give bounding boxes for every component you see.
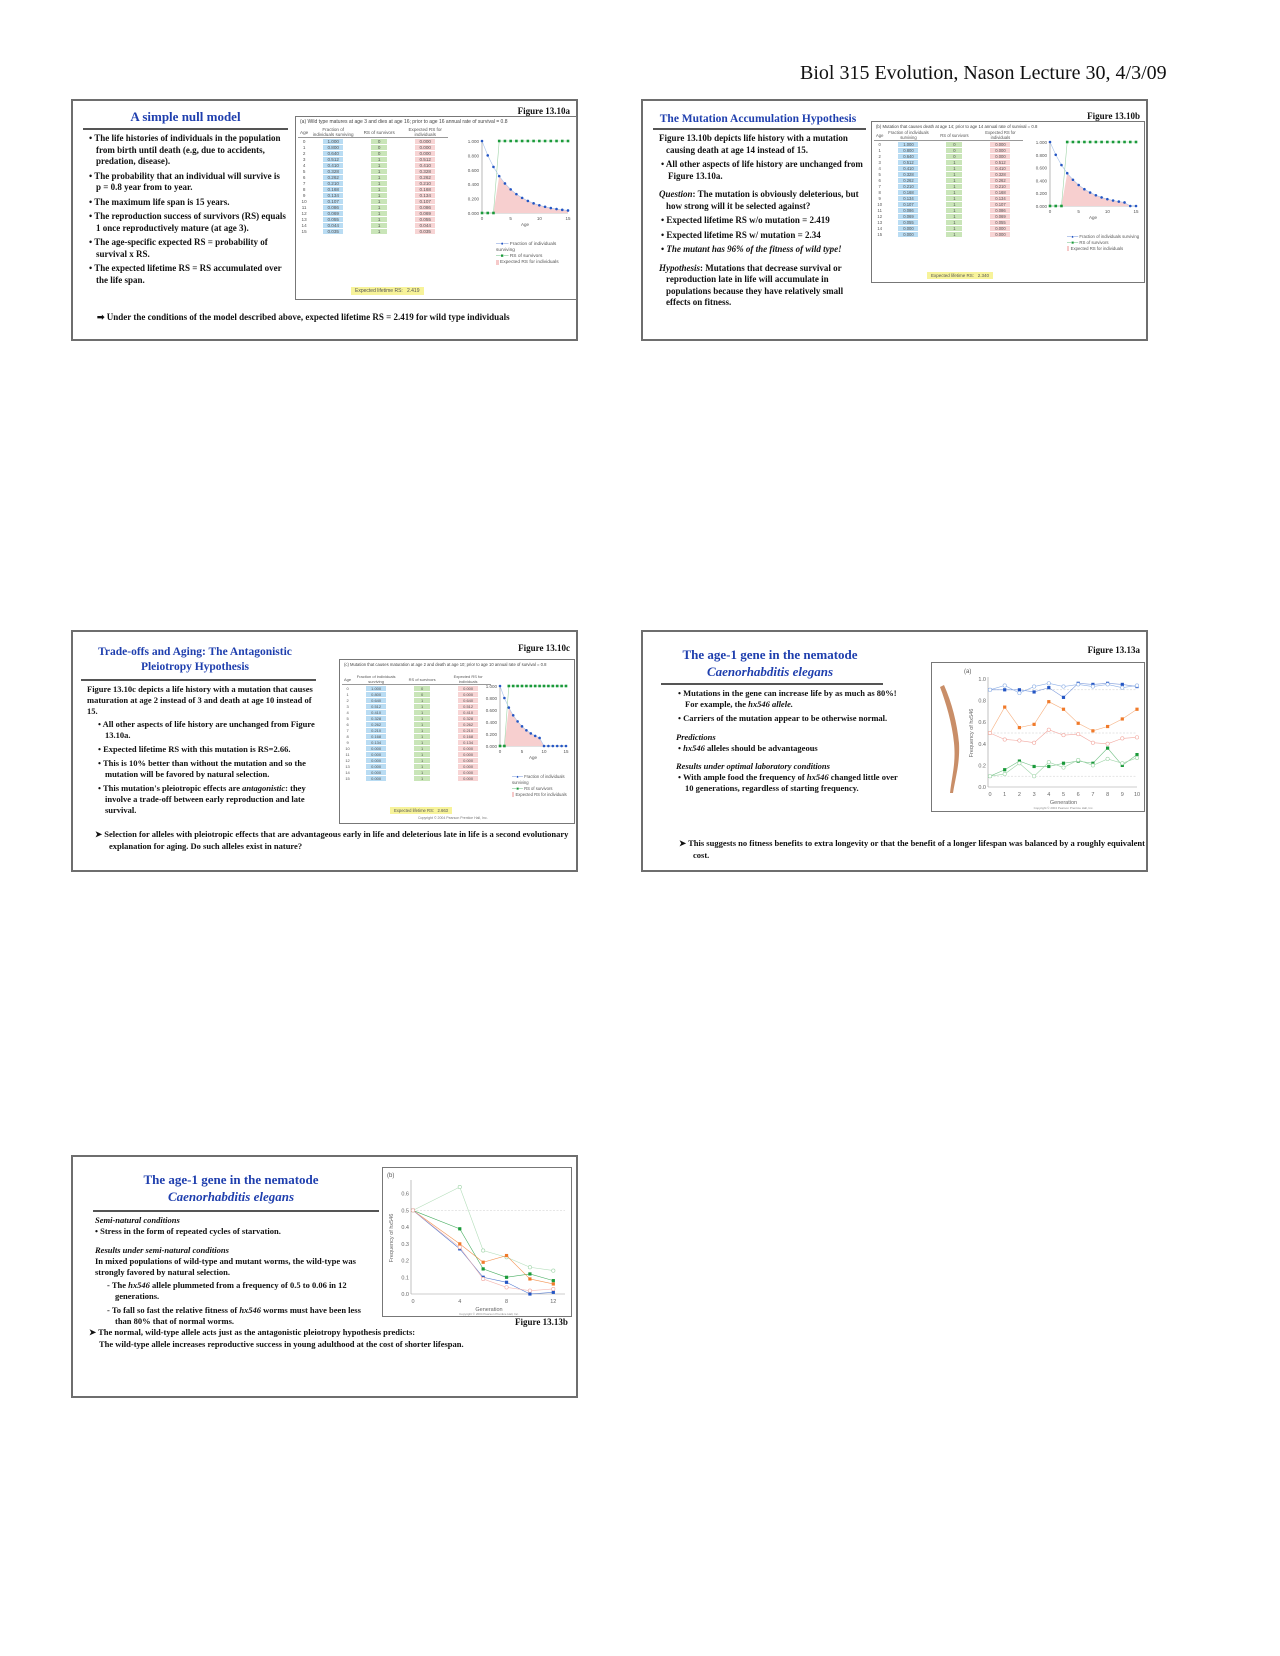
- svg-text:0: 0: [411, 1299, 415, 1305]
- intro: Figure 13.10b depicts life history with a mutation causing death at age 14 instead of 15.: [659, 133, 848, 155]
- column-header: Fraction of individuals surviving: [885, 130, 931, 141]
- results-label: Results under optimal laboratory conditions: [676, 761, 830, 771]
- title-rule: [81, 679, 316, 681]
- column-header: Expected RS for individuals: [402, 127, 448, 138]
- table-row: 2 0.640 1 0.640: [342, 697, 491, 703]
- svg-text:0.6: 0.6: [401, 1191, 409, 1198]
- svg-text:0.000: 0.000: [1035, 204, 1047, 209]
- table-row: 0 1.000 0 0.000: [298, 138, 448, 145]
- bullet: • The expected lifetime RS = RS accumulated over the life span.: [89, 263, 282, 285]
- svg-text:Frequency of hx546: Frequency of hx546: [969, 708, 975, 758]
- table-row: 4 0.410 1 0.410: [874, 165, 1023, 171]
- title-rule: [661, 683, 883, 685]
- bullet: • Mutations in the gene can increase life by as much as 80%! For example, the hx546 allele.: [678, 688, 897, 709]
- svg-text:1.000: 1.000: [1035, 140, 1047, 145]
- table-row: 10 0.107 1 0.107: [298, 198, 448, 204]
- svg-text:0.000: 0.000: [485, 744, 497, 749]
- table-row: 2 0.640 0 0.000: [298, 150, 448, 156]
- figure-label: Figure 13.10c: [518, 643, 570, 653]
- svg-text:0.200: 0.200: [467, 196, 479, 202]
- svg-text:0.3: 0.3: [401, 1241, 409, 1248]
- intro: Figure 13.10c depicts a life history with a mutation that causes maturation at age 2 instead of 3 and death at age 10 instead of 15.: [87, 684, 313, 716]
- figure-13-13a: [931, 662, 1145, 812]
- table-row: 3 0.512 1 0.512: [298, 156, 448, 162]
- table-row: 7 0.210 1 0.210: [874, 183, 1023, 189]
- svg-text:Copyright © 2004 Pearson Prent: Copyright © 2004 Pearson Prentice Hall, Inc.: [459, 1312, 519, 1316]
- bullet: • This is 10% better than without the mutation and so the mutation will be favored by natural selection.: [98, 758, 306, 779]
- expected-lifetime: Expected lifetime RS: 2.663: [390, 807, 452, 814]
- frequency-chart: [383, 1168, 571, 1316]
- table-row: 10 0.107 1 0.107: [874, 201, 1023, 207]
- svg-text:5: 5: [509, 216, 512, 221]
- svg-text:(b): (b): [387, 1173, 395, 1179]
- svg-text:0.400: 0.400: [1035, 178, 1047, 184]
- svg-text:Copyright © 2004 Pearson Prent: Copyright © 2004 Pearson Prentice Hall, Inc.: [1033, 806, 1094, 810]
- column-header: Fraction of individuals surviving: [310, 127, 356, 138]
- svg-text:3: 3: [1032, 792, 1036, 798]
- svg-text:0: 0: [498, 749, 502, 754]
- table-row: 12 0.069 1 0.069: [874, 213, 1023, 219]
- table-row: 3 0.512 1 0.512: [342, 703, 491, 709]
- slide-simple-null-model: [71, 99, 578, 341]
- table-row: 14 0.000 1 0.000: [342, 769, 491, 775]
- table-row: 6 0.262 1 0.262: [874, 177, 1023, 183]
- bullet: • Expected lifetime RS w/ mutation = 2.34: [661, 229, 821, 240]
- slide-body: [659, 133, 869, 312]
- svg-text:10: 10: [1104, 209, 1110, 214]
- table-row: 4 0.410 1 0.410: [298, 162, 448, 168]
- slide-title: Trade-offs and Aging: The Antagonistic Pleiotropy Hypothesis: [98, 646, 292, 673]
- dash-item: - To fall so fast the relative fitness of hx546 worms must have been less than 80% that of normal worms.: [107, 1305, 361, 1326]
- figure-label: Figure 13.13b: [515, 1317, 568, 1327]
- table-row: 0 1.000 0 0.000: [874, 141, 1023, 148]
- table-row: 5 0.328 1 0.328: [342, 715, 491, 721]
- slide-title: The age-1 gene in the nematode Caenorhabditis elegans: [682, 647, 858, 679]
- table-row: 8 0.168 1 0.168: [298, 186, 448, 192]
- life-table: [298, 127, 448, 234]
- slide-title: A simple null model: [130, 109, 241, 124]
- arrow-icon: ➡: [97, 312, 107, 322]
- svg-text:4: 4: [1047, 792, 1051, 798]
- bullet: • Stress in the form of repeated cycles of starvation.: [95, 1226, 281, 1236]
- table-row: 9 0.134 1 0.134: [298, 192, 448, 198]
- bullet: • All other aspects of life history are unchanged from Figure 13.10a.: [661, 159, 863, 181]
- svg-text:0: 0: [1048, 209, 1052, 214]
- figure-13-10c: [339, 659, 575, 824]
- table-row: 8 0.168 1 0.168: [342, 733, 491, 739]
- table-row: 3 0.512 1 0.512: [874, 159, 1023, 165]
- slide-title: The Mutation Accumulation Hypothesis: [659, 113, 857, 125]
- table-row: 13 0.055 1 0.055: [874, 219, 1023, 225]
- svg-text:0.200: 0.200: [1035, 191, 1047, 197]
- bullet: • Carriers of the mutation appear to be otherwise normal.: [678, 713, 888, 723]
- bullet: • hx546 alleles should be advantageous: [678, 743, 818, 753]
- table-row: 11 0.086 1 0.086: [874, 207, 1023, 213]
- life-history-chart: [1022, 138, 1142, 220]
- column-header: Age: [342, 674, 353, 685]
- bullet: • Expected lifetime RS w/o mutation = 2.419: [661, 215, 830, 225]
- table-row: 6 0.262 1 0.262: [342, 721, 491, 727]
- figure-label: Figure 13.10b: [1087, 111, 1140, 121]
- table-row: 8 0.168 1 0.168: [874, 189, 1023, 195]
- slide-body: [87, 684, 319, 819]
- svg-text:4: 4: [458, 1299, 462, 1305]
- nematode-image: [940, 685, 959, 793]
- svg-text:0.5: 0.5: [401, 1208, 409, 1215]
- bullet: • The reproduction success of survivors (RS) equals 1 once reproductively mature (at age 3).: [89, 211, 286, 233]
- svg-text:0: 0: [988, 792, 992, 798]
- title-rule: [653, 128, 866, 130]
- figure-caption: (b) Mutation that causes death at age 14; prior to age 14 annual rate of survival = 0.8: [876, 124, 1038, 129]
- column-header: RS of survivors: [356, 127, 402, 138]
- bullet: • The mutant has 96% of the fitness of wild type!: [661, 244, 842, 254]
- svg-text:9: 9: [1120, 792, 1124, 798]
- svg-text:0.400: 0.400: [485, 720, 497, 725]
- svg-text:0.0: 0.0: [401, 1292, 409, 1298]
- slide-conclusion: ➤ Selection for alleles with pleiotropic effects that are advantageous early in life and deleterious late in life is a second evolutionary explanation for aging. Do such alleles exist in nature?: [95, 829, 569, 851]
- chart-legend: —●— Fraction of individuals surviving —■— RS of survivors Expected RS for individuals: [1067, 234, 1140, 251]
- column-header: RS of survivors: [931, 130, 977, 141]
- svg-text:0.600: 0.600: [467, 167, 479, 173]
- slide-body: [95, 1215, 375, 1330]
- table-row: 11 0.000 1 0.000: [342, 751, 491, 757]
- life-table: [342, 674, 491, 781]
- svg-text:0.600: 0.600: [485, 708, 497, 713]
- hypothesis: Hypothesis: Mutations that decrease survival or reproduction late in life will accumulate in populations because they have relatively small effects on fitness.: [659, 262, 844, 307]
- figure-13-10b: [871, 121, 1145, 283]
- svg-text:10: 10: [541, 749, 547, 754]
- figure-13-13b: [382, 1167, 572, 1317]
- page-header: Biol 315 Evolution, Nason Lecture 30, 4/3/09: [800, 62, 1167, 84]
- table-row: 9 0.134 1 0.134: [874, 195, 1023, 201]
- svg-text:Generation: Generation: [475, 1307, 503, 1313]
- bullet: • Expected lifetime RS with this mutation is RS=2.66.: [98, 744, 291, 754]
- table-row: 2 0.640 0 0.000: [874, 153, 1023, 159]
- svg-text:12: 12: [550, 1299, 557, 1305]
- table-row: 15 0.035 1 0.035: [298, 228, 448, 234]
- svg-text:(a): (a): [964, 669, 972, 675]
- svg-text:15: 15: [563, 749, 569, 754]
- slide-body: [676, 688, 901, 797]
- bullet: • With ample food the frequency of hx546 changed little over 10 generations, regardless of starting frequency.: [678, 772, 898, 793]
- table-row: 15 0.000 1 0.000: [342, 775, 491, 781]
- svg-text:0.800: 0.800: [1035, 152, 1047, 158]
- life-table: [874, 130, 1023, 237]
- table-row: 13 0.055 1 0.055: [298, 216, 448, 222]
- svg-text:5: 5: [1077, 209, 1080, 214]
- column-header: Age: [874, 130, 885, 141]
- slide-conclusion: ➤ This suggests no fitness benefits to extra longevity or that the benefit of a longer lifespan was balanced by a roughly equivalent cost.: [679, 838, 1145, 860]
- table-row: 7 0.210 1 0.210: [342, 727, 491, 733]
- column-header: Fraction of individuals surviving: [353, 674, 399, 685]
- svg-text:10: 10: [536, 216, 542, 221]
- svg-text:0.6: 0.6: [978, 720, 986, 727]
- figure-caption: (a) Wild type matures at age 3 and dies at age 16; prior to age 16 annual rate of survival = 0.8: [300, 119, 508, 125]
- title-rule: [93, 1210, 379, 1212]
- table-row: 1 0.800 0 0.000: [874, 147, 1023, 153]
- table-row: 0 1.000 0 0.000: [342, 685, 491, 692]
- svg-text:0.2: 0.2: [401, 1258, 409, 1265]
- table-row: 12 0.069 1 0.069: [298, 210, 448, 216]
- table-row: 10 0.000 1 0.000: [342, 745, 491, 751]
- table-row: 1 0.800 0 0.000: [298, 144, 448, 150]
- table-row: 9 0.134 1 0.134: [342, 739, 491, 745]
- chart-legend: —●— Fraction of individuals surviving —■— RS of survivors Expected RS for individuals: [496, 242, 559, 265]
- svg-text:1.000: 1.000: [467, 139, 479, 144]
- slide-mutation-accumulation: [641, 99, 1148, 341]
- frequency-chart: [932, 663, 1144, 811]
- svg-text:0.2: 0.2: [978, 763, 986, 770]
- question: Question: The mutation is obviously deleterious, but how strong will it be selected against?: [659, 189, 859, 211]
- table-row: 4 0.410 1 0.410: [342, 709, 491, 715]
- column-header: Age: [298, 127, 310, 138]
- svg-text:7: 7: [1091, 792, 1095, 798]
- copyright: Copyright © 2004 Pearson Prentice Hall, Inc.: [418, 816, 488, 820]
- svg-text:8: 8: [505, 1299, 509, 1305]
- bullet: • The probability that an individual will survive is p = 0.8 year from to year.: [89, 170, 280, 192]
- chart-legend: —●— Fraction of individuals surviving —■— RS of survivors Expected RS for individuals: [512, 774, 567, 797]
- table-row: 13 0.000 1 0.000: [342, 763, 491, 769]
- slide-body: [87, 133, 287, 289]
- slide-conclusion: ➡ Under the conditions of the model described above, expected lifetime RS = 2.419 for wild type individuals: [97, 312, 510, 322]
- svg-text:Generation: Generation: [1049, 800, 1078, 806]
- svg-text:0.200: 0.200: [485, 732, 497, 737]
- bullet: • The life histories of individuals in the population from birth until death (e.g, due to accidents, predation, disease).: [89, 133, 281, 166]
- svg-text:5: 5: [1061, 792, 1066, 798]
- column-header: Expected RS for individuals: [445, 674, 491, 685]
- svg-text:15: 15: [565, 216, 571, 221]
- table-row: 11 0.086 1 0.086: [298, 204, 448, 210]
- svg-text:0.4: 0.4: [401, 1225, 409, 1232]
- table-row: 6 0.262 1 0.262: [298, 174, 448, 180]
- svg-text:10: 10: [1133, 792, 1141, 798]
- svg-text:1.0: 1.0: [978, 677, 986, 683]
- slide-conclusion: ➤ The normal, wild-type allele acts just as the antagonistic pleiotropy hypothesis predicts: The wild-type allele increases reproductive success in young adulthood at the cost of shorter lifespan.: [89, 1327, 464, 1349]
- svg-text:0.0: 0.0: [978, 785, 986, 791]
- svg-text:0.4: 0.4: [978, 741, 986, 748]
- table-row: 12 0.000 1 0.000: [342, 757, 491, 763]
- expected-lifetime: Expected lifetime RS: 2.419: [351, 287, 424, 295]
- bullet: • This mutation's pleiotropic effects are antagonistic: they involve a trade-off between early reproduction and late survival.: [98, 783, 306, 815]
- svg-text:8: 8: [1106, 792, 1110, 798]
- arrowhead-icon: ➤: [679, 838, 689, 848]
- svg-text:Age: Age: [1088, 215, 1098, 220]
- svg-text:1: 1: [1003, 792, 1007, 798]
- arrowhead-icon: ➤: [89, 1327, 99, 1337]
- svg-text:0.8: 0.8: [978, 698, 986, 705]
- table-row: 5 0.328 1 0.328: [874, 171, 1023, 177]
- results-label: Results under semi-natural conditions: [95, 1245, 229, 1255]
- life-history-chart: [472, 682, 572, 760]
- semi-label: Semi-natural conditions: [95, 1215, 180, 1225]
- slide-antagonistic-pleiotropy: [71, 630, 578, 872]
- figure-label: Figure 13.10a: [517, 106, 570, 116]
- svg-text:6: 6: [1076, 792, 1080, 798]
- svg-text:0.800: 0.800: [467, 153, 479, 159]
- svg-text:Age: Age: [528, 755, 538, 760]
- slide-title: The age-1 gene in the nematode Caenorhabditis elegans: [143, 1172, 319, 1204]
- svg-text:0.000: 0.000: [467, 211, 479, 216]
- table-row: 14 0.044 1 0.044: [298, 222, 448, 228]
- svg-text:0.600: 0.600: [1035, 165, 1047, 171]
- slide-age1-semi-natural: [71, 1155, 578, 1398]
- figure-13-10a: [295, 116, 577, 300]
- dash-item: - The hx546 allele plummeted from a frequency of 0.5 to 0.06 in 12 generations.: [107, 1280, 347, 1301]
- table-row: 5 0.328 1 0.328: [298, 168, 448, 174]
- column-header: Expected RS for individuals: [977, 130, 1023, 141]
- slide-age1-optimal: [641, 630, 1148, 872]
- svg-text:2: 2: [1017, 792, 1021, 798]
- svg-text:0.1: 0.1: [401, 1275, 409, 1282]
- svg-text:0: 0: [480, 216, 484, 221]
- table-row: 1 0.800 0 0.000: [342, 691, 491, 697]
- bullet: • All other aspects of life history are unchanged from Figure 13.10a.: [98, 719, 315, 740]
- bullet: • The age-specific expected RS = probability of survival x RS.: [89, 237, 268, 259]
- column-header: RS of survivors: [399, 674, 445, 685]
- svg-text:0.400: 0.400: [467, 182, 479, 188]
- table-row: 15 0.000 1 0.000: [874, 231, 1023, 237]
- figure-label: Figure 13.13a: [1087, 645, 1140, 655]
- table-row: 7 0.210 1 0.210: [298, 180, 448, 186]
- svg-text:1.000: 1.000: [485, 684, 497, 689]
- arrowhead-icon: ➤: [95, 829, 105, 839]
- table-row: 14 0.000 1 0.000: [874, 225, 1023, 231]
- life-history-chart: [454, 137, 574, 227]
- title-rule: [83, 128, 288, 130]
- svg-text:15: 15: [1133, 209, 1139, 214]
- results-text: In mixed populations of wild-type and mutant worms, the wild-type was strongly favored by natural selection.: [95, 1256, 356, 1277]
- svg-text:Frequency of hx546: Frequency of hx546: [389, 1213, 395, 1263]
- svg-text:0.800: 0.800: [485, 696, 497, 701]
- expected-lifetime: Expected lifetime RS: 2.340: [927, 272, 993, 279]
- svg-text:Age: Age: [520, 222, 530, 227]
- svg-text:5: 5: [520, 749, 524, 754]
- figure-caption: (c) Mutation that causes maturation at age 2 and death at age 10; prior to age 10 annual rate of survival = 0.8: [344, 662, 547, 667]
- bullet: • The maximum life span is 15 years.: [89, 196, 230, 207]
- predictions-label: Predictions: [676, 732, 716, 742]
